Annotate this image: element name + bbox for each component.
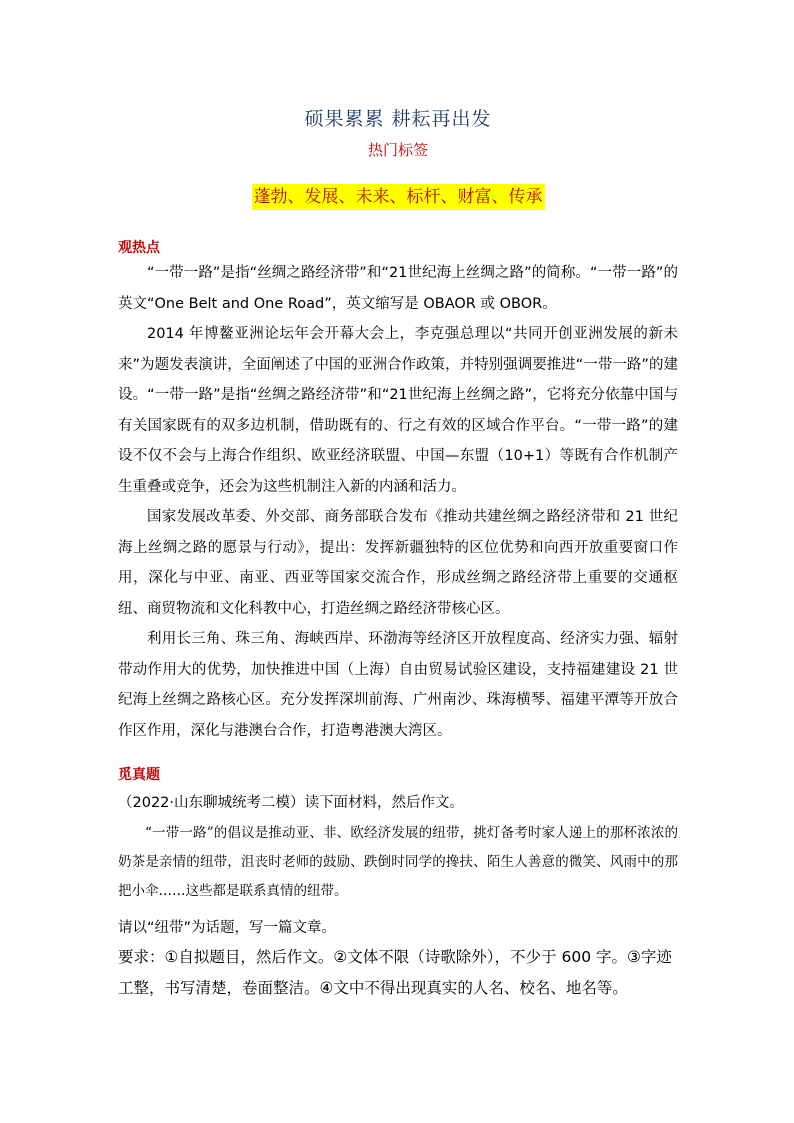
paragraph: 国家发展改革委、外交部、商务部联合发布《推动共建丝绸之路经济带和 21 世纪海上丝绸之路的愿景与行动》，提出：发挥新疆独特的区位优势和向西开放重要窗口作用，深化与中亚、南亚、西亚等国家交流合作，形成丝绸之路经济带上重要的交通枢纽、商贸物流和文化科教中心，打造丝绸之路经济带核心区。: [118, 509, 678, 617]
paragraph: 2014 年博鳌亚洲论坛年会开幕大会上，李克强总理以“共同开创亚洲发展的新未来”为题发表演讲，全面阐述了中国的亚洲合作政策，并特别强调要推进“一带一路”的建设。“一带一路”是指“丝绸之路经济带”和“21世纪海上丝绸之路”，它将充分依靠中国与有关国家既有的双多边机制，借助既有的、行之有效的区域合作平台。“一带一路”的建设不仅不会与上海合作组织、欧亚经济联盟、中国—东盟（10+1）等既有合作机制产生重叠或竞争，还会为这些机制注入新的内涵和活力。: [118, 326, 678, 495]
requirements-text: 要求：①自拟题目，然后作文。②文体不限（诗歌除外），不少于 600 字。③字迹工整，书写清楚，卷面整洁。④文中不得出现真实的人名、校名、地名等。: [118, 948, 672, 997]
viewpoints-body: [118, 258, 678, 746]
page-title: 硕果累累 耕耘再出发: [304, 108, 492, 130]
paragraph: 利用长三角、珠三角、海峡西岸、环渤海等经济区开放程度高、经济实力强、辐射带动作用大的优势，加快推进中国（上海）自由贸易试验区建设，支持福建建设 21 世纪海上丝绸之路核心区。充分发挥深圳前海、广州南沙、珠海横琴、福建平潭等开放合作区作用，深化与港澳台合作，打造粤港澳大湾区。: [118, 631, 678, 739]
exam-source: （2022·山东聊城统考二模）读下面材料，然后作文。: [118, 795, 465, 811]
section-heading-viewpoints: 观热点: [118, 240, 160, 256]
exam-requirements: [118, 942, 683, 1004]
exam-material: [118, 819, 678, 906]
page-subtitle: 热门标签: [367, 141, 428, 159]
material-text: “一带一路”的倡议是推动亚、非、欧经济发展的纽带，挑灯备考时家人递上的那杯浓浓的奶茶是亲情的纽带，沮丧时老师的鼓励、跌倒时同学的搀扶、陌生人善意的微笑、风雨中的那把小伞……这些都是联系真情的纽带。: [118, 825, 678, 899]
hot-tags: 蓬勃、发展、未来、标杆、财富、传承: [252, 184, 545, 210]
tags-line: [118, 184, 678, 210]
paragraph: “一带一路”是指“丝绸之路经济带”和“21世纪海上丝绸之路”的简称。“一带一路”的英文“One Belt and One Road”，英文缩写是 OBAOR 或 OBOR。: [118, 265, 678, 312]
exam-prompt: 请以“纽带”为话题，写一篇文章。: [118, 920, 337, 936]
section-heading-exam: 觅真题: [118, 767, 160, 783]
